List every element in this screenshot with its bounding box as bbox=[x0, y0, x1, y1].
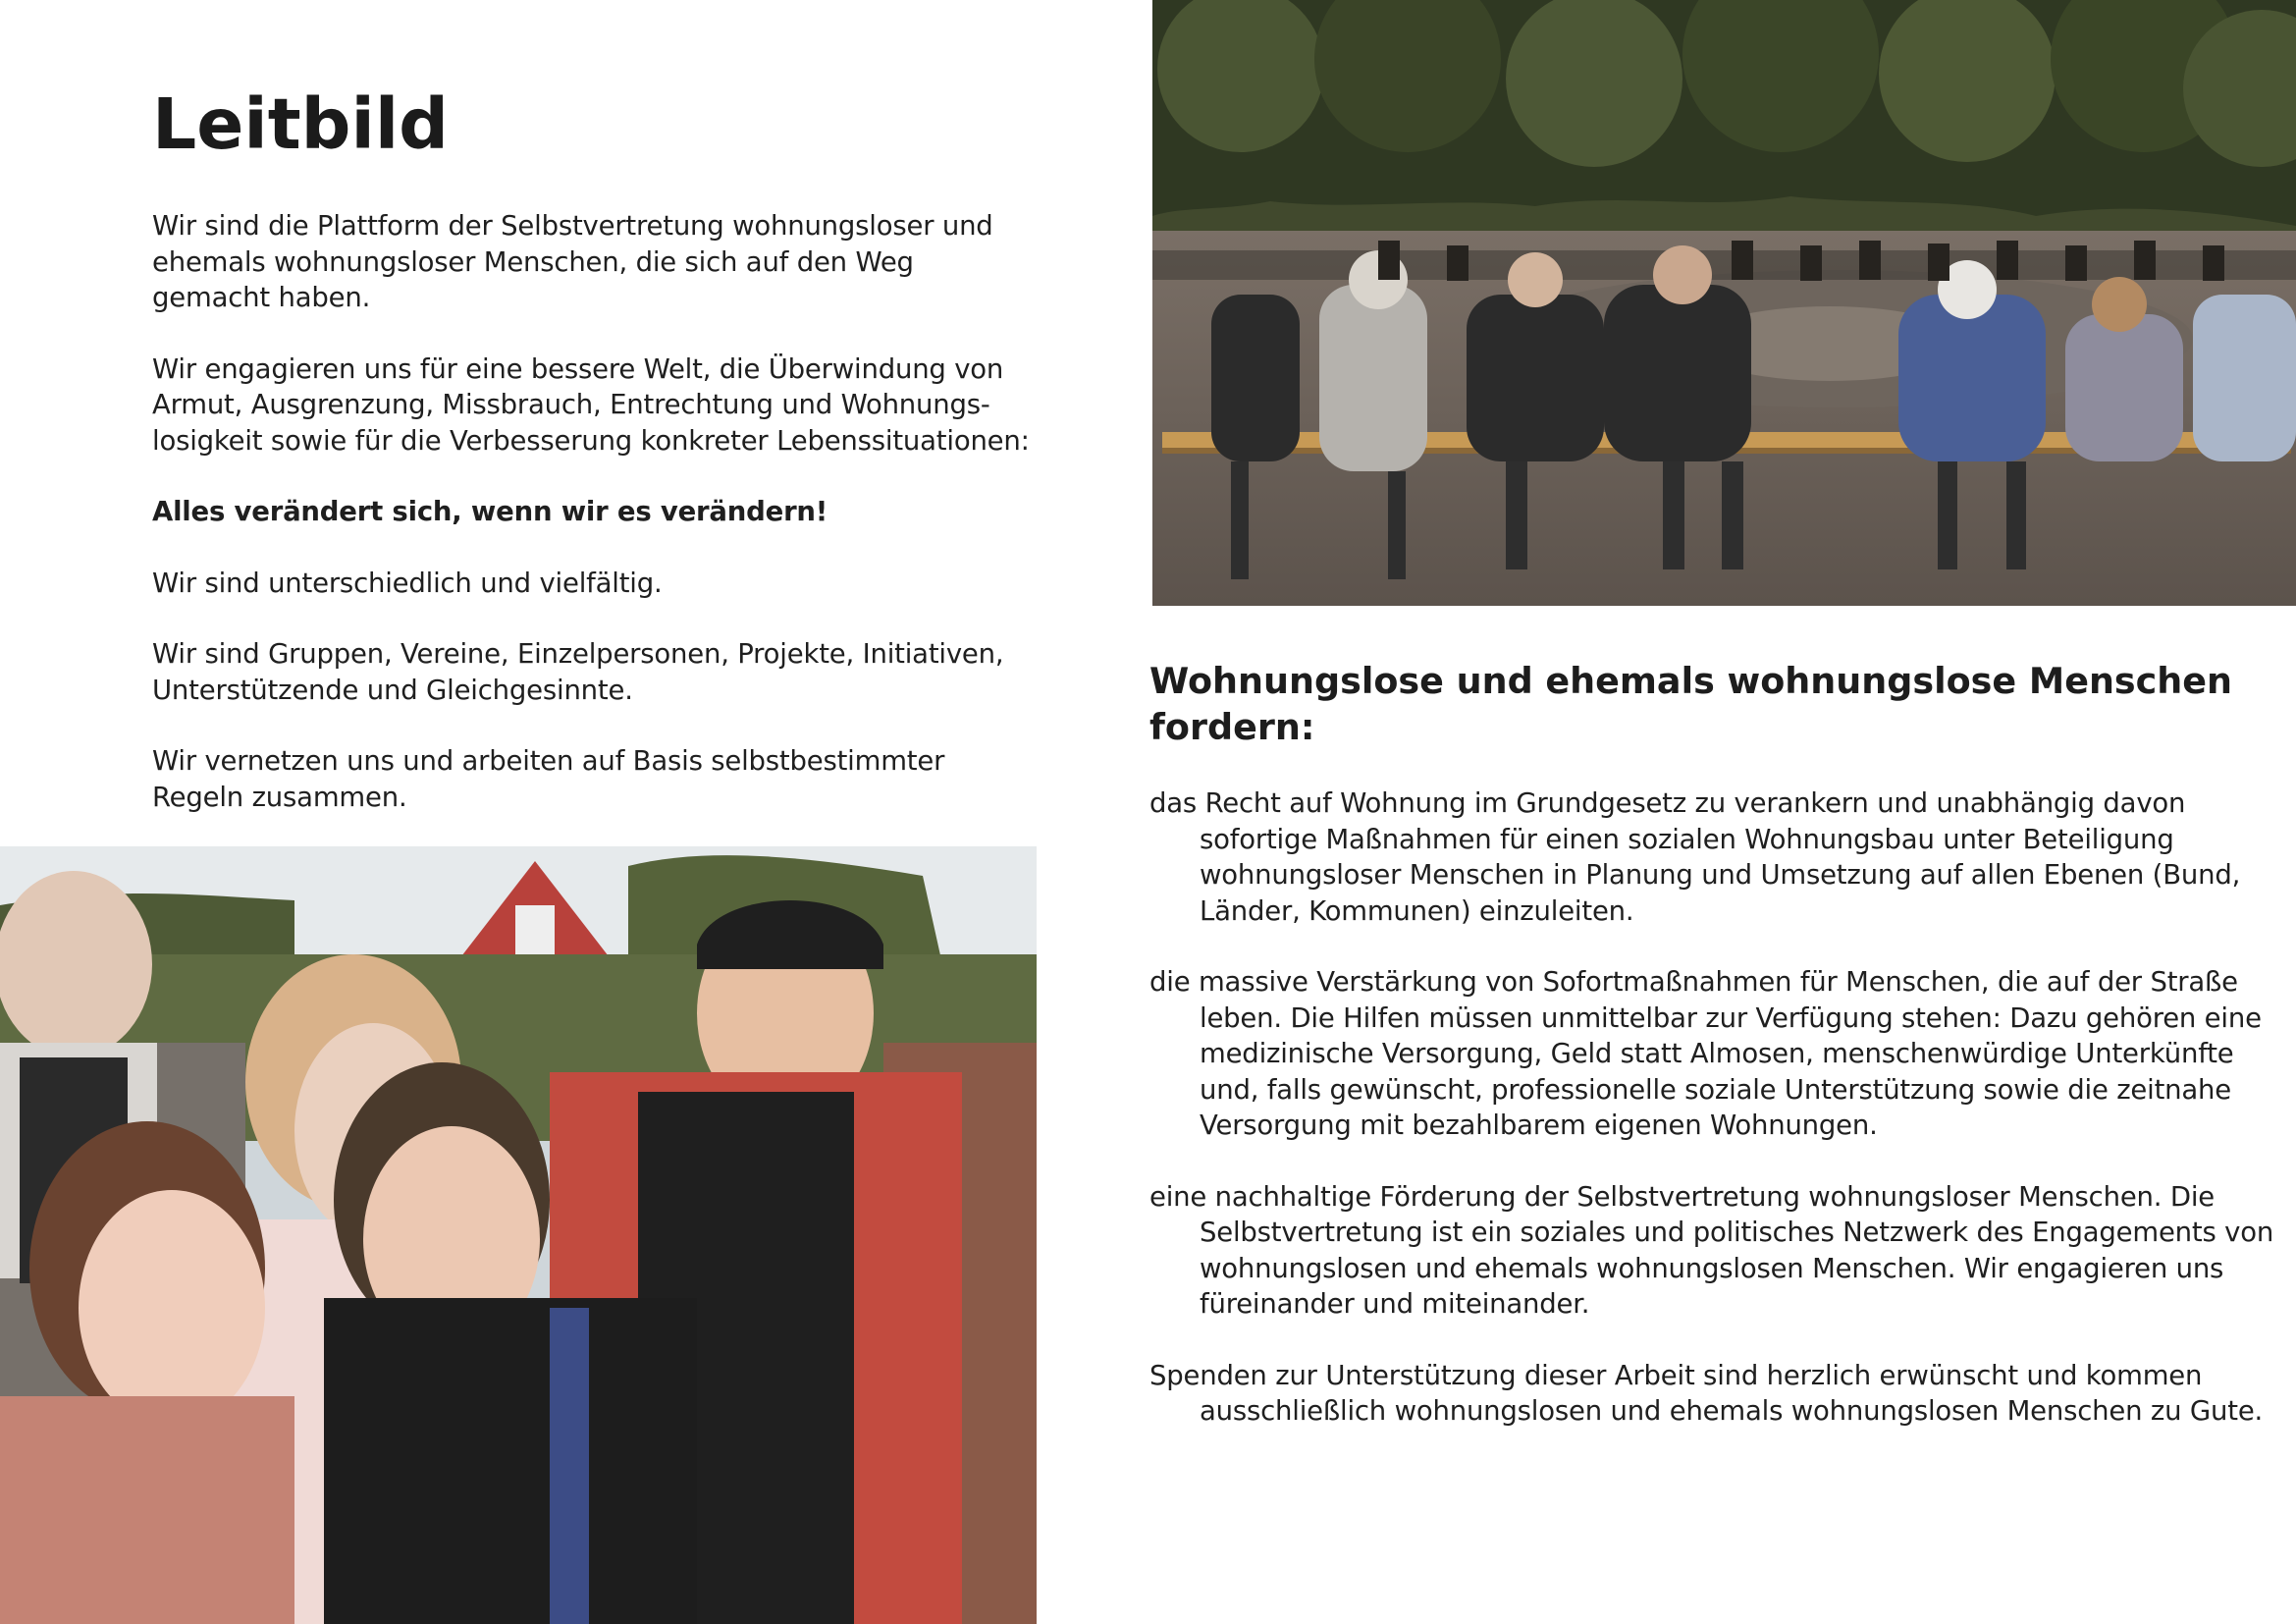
demands-heading: Wohnungslose und ehemals wohnungslose Menschen fordern: bbox=[1149, 660, 2233, 748]
demand-item: das Recht auf Wohnung im Grundgesetz zu verankern und unabhängig davon sofortige Maßnahmen für einen sozialen Wohnungsbau unter Beteiligung wohnungsloser Menschen in Planung und Umsetzung auf allen Ebenen (Bund, Länder, Kommunen) einzuleiten. bbox=[1149, 787, 2241, 927]
mission-paragraph: Wir sind unterschiedlich und vielfältig. bbox=[152, 567, 663, 599]
mission-paragraph: Wir engagieren uns für eine bessere Welt, die Überwindung von Armut, Ausgrenzung, Missbrauch, Entrechtung und Wohnungs-losigkeit sowie für die Verbesserung konkreter Lebenssituationen: bbox=[152, 352, 1030, 457]
mission-paragraph: Wir sind die Plattform der Selbstvertretung wohnungsloser und ehemals wohnungsloser Menschen, die sich auf den Weg gemacht haben. bbox=[152, 210, 993, 313]
meeting-circle-illustration bbox=[1152, 0, 2296, 606]
demands-list bbox=[1149, 785, 2288, 1465]
page-title: Leitbild bbox=[152, 83, 449, 165]
mission-paragraph: Wir vernetzen uns und arbeiten auf Basis selbstbestimmter Regeln zusammen. bbox=[152, 745, 945, 813]
group-selfie-photo bbox=[0, 846, 1037, 1624]
demand-item: Spenden zur Unterstützung dieser Arbeit sind herzlich erwünscht und kommen ausschließlich wohnungslosen und ehemals wohnungslosen Menschen zu Gute. bbox=[1149, 1359, 2264, 1427]
demand-item: eine nachhaltige Förderung der Selbstvertretung wohnungsloser Menschen. Die Selbstvertretung ist ein soziales und politisches Netzwerk des Engagements von wohnungslosen und ehemals wohnungslosen Menschen. Wir engagieren uns füreinander und miteinander. bbox=[1149, 1180, 2274, 1320]
demand-item: die massive Verstärkung von Sofortmaßnahmen für Menschen, die auf der Straße leben. Die Hilfen müssen unmittelbar zur Verfügung stehen: Dazu gehören eine medizinische Versorgung, Geld statt Almosen, menschenwürdige Unterkünfte und, falls gewünscht, professionelle soziale Unterstützung sowie die zeitnahe Versorgung mit bezahlbarem eigenen Wohnungen. bbox=[1149, 966, 2262, 1141]
mission-slogan: Alles verändert sich, wenn wir es verändern! bbox=[152, 496, 828, 527]
meeting-circle-photo bbox=[1152, 0, 2296, 606]
group-selfie-illustration bbox=[0, 846, 1037, 1624]
mission-paragraph: Wir sind Gruppen, Vereine, Einzelpersonen, Projekte, Initiativen, Unterstützende und Gleichgesinnte. bbox=[152, 638, 1004, 706]
mission-statement bbox=[152, 208, 1036, 850]
